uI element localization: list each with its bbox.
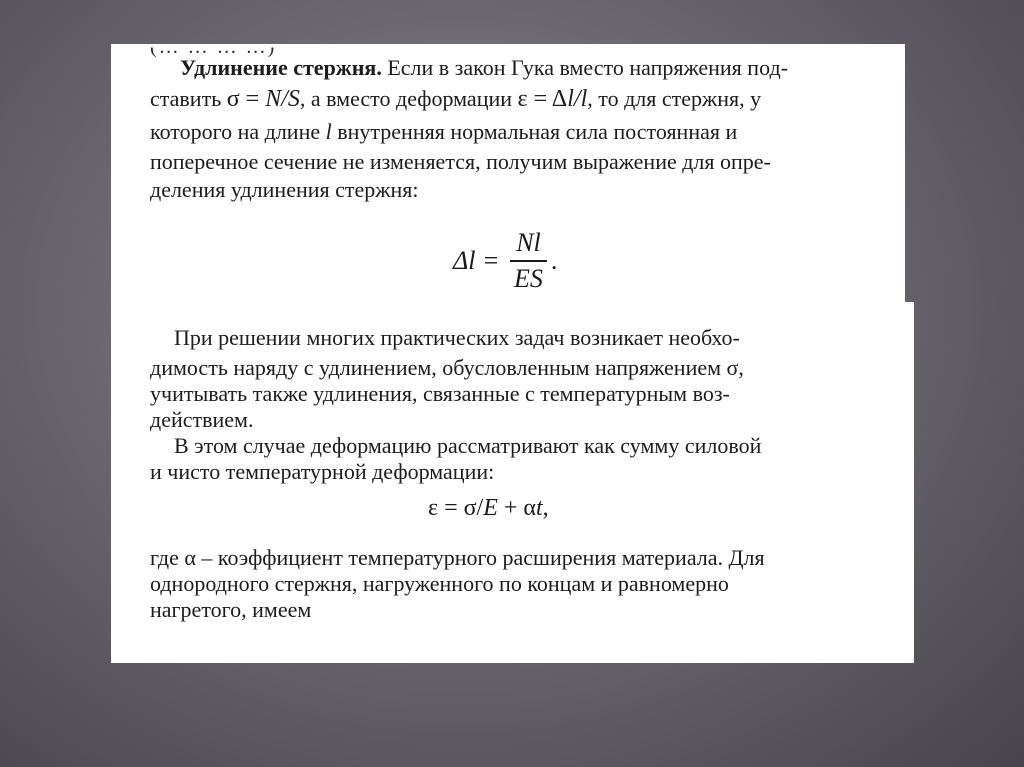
elongation-formula — [453, 228, 557, 294]
text-line-7: димость наряду с удлинением, обусловленным напряжением σ, — [150, 355, 744, 380]
text-fragment: ставить — [150, 86, 222, 111]
formula-end: . — [550, 246, 558, 275]
formula2-part-b: + α — [497, 495, 536, 521]
text-line-10: В этом случае деформацию рассматривают как сумму силовой — [174, 433, 762, 458]
epsilon-formula: ε = Δ — [517, 86, 568, 112]
text-fragment: внутренняя нормальная сила постоянная и — [337, 119, 738, 144]
formula2-end: , — [542, 495, 549, 521]
text-line-1 — [180, 54, 788, 82]
text-line-8: учитывать также удлинения, связанные с температурным воз- — [150, 381, 730, 406]
text-line-12: где α – коэффициент температурного расширения материала. Для — [150, 545, 765, 570]
strain-formula — [428, 495, 549, 522]
sigma-formula: σ = — [226, 86, 266, 112]
text-line-11: и чисто температурной деформации: — [150, 459, 495, 484]
formula-numerator: Nl — [510, 228, 547, 262]
formula2-part-a: ε = σ/ — [428, 495, 484, 521]
text-line-4: поперечное сечение не изменяется, получим выражение для опре- — [150, 149, 771, 174]
formula2-t: t — [536, 495, 543, 521]
text-fragment: которого на длине — [150, 119, 321, 144]
formula-lhs: Δl = — [453, 246, 507, 275]
formula-fraction — [508, 228, 549, 294]
n-over-s-formula: N/S — [265, 86, 300, 112]
text-line-9: действием. — [150, 407, 254, 432]
text-line-1-rest: Если в закон Гука вместо напряжения под- — [387, 55, 788, 80]
text-line-6: При решении многих практических задач возникает необхо- — [174, 325, 740, 350]
text-line-14: нагретого, имеем — [150, 597, 312, 622]
text-line-5: деления удлинения стержня: — [150, 177, 419, 202]
l-over-l-formula: l/l — [567, 86, 588, 112]
section-heading: Удлинение стержня. — [180, 55, 382, 80]
formula-denominator: ES — [514, 264, 543, 293]
text-line-2 — [150, 85, 761, 113]
text-line-13: однородного стержня, нагруженного по концам и равномерно — [150, 571, 729, 596]
length-symbol: l — [325, 119, 332, 144]
formula2-e: E — [483, 495, 498, 521]
text-line-3 — [150, 118, 737, 146]
text-fragment: , то для стержня, у — [587, 86, 762, 111]
text-fragment: , а вместо деформации — [299, 86, 513, 111]
